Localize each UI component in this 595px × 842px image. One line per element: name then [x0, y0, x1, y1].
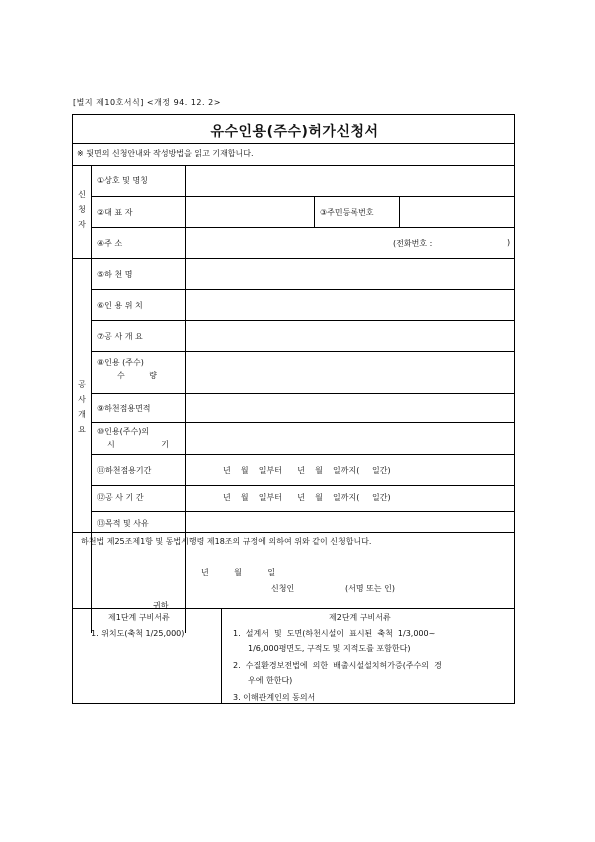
resident-id-field[interactable]: [400, 197, 514, 227]
intake-timing-field[interactable]: [186, 423, 514, 454]
divider: [91, 485, 514, 486]
stage2-doc-item-3: 3. 이해관계인의 동의서: [233, 693, 316, 702]
intake-location-field[interactable]: [186, 290, 514, 320]
declaration-statement: 하천법 제25조제1항 및 동법시행령 제18조의 규정에 의하여 위와 같이 신청합니다.: [81, 537, 372, 546]
stage2-doc-item-1: 1. 설계서 및 도면(하천시설이 표시된 축척 1/3,000~: [233, 629, 436, 638]
representative-label: ②대 표 자: [97, 208, 133, 217]
business-name-label: ①상호 및 명칭: [97, 176, 148, 185]
recipient-label: 귀하: [153, 601, 169, 610]
work-summary-label: ⑦공 사 개 요: [97, 332, 143, 341]
address-label: ④주 소: [97, 239, 123, 248]
applicant-section-label: 신 청 자: [78, 190, 86, 229]
representative-field[interactable]: [186, 197, 314, 227]
stage1-doc-item: 1. 위치도(축척 1/25,000): [91, 629, 185, 638]
phone-close: ): [507, 238, 511, 247]
work-period-label: ⑫공 사 기 간: [97, 493, 144, 502]
occupied-area-field[interactable]: [186, 394, 514, 422]
stage2-doc-item-2-cont: 우에 한한다): [248, 676, 293, 685]
work-section-label: 공 사 개 요: [78, 380, 86, 434]
river-name-label: ⑤하 천 명: [97, 270, 133, 279]
application-form: [72, 114, 515, 704]
divider: [91, 165, 92, 633]
stage2-doc-item-1-cont: 1/6,000평면도, 구적도 및 지적도를 포함한다): [248, 644, 411, 653]
divider: [73, 608, 514, 609]
applicant-signature[interactable]: 신청인 (서명 또는 인): [271, 584, 396, 593]
instruction-note: ※ 뒷면의 신청안내와 작성방법을 읽고 기재합니다.: [77, 149, 254, 158]
phone-label: (전화번호 :: [393, 239, 433, 248]
business-name-field[interactable]: [186, 166, 514, 196]
purpose-label: ⑬목적 및 사유: [97, 519, 149, 528]
purpose-field[interactable]: [186, 512, 514, 532]
intake-timing-label: ⑩인용(주수)의 시 기: [97, 427, 169, 449]
work-period-value[interactable]: 년 월 일부터 년 월 일까지( 일간): [223, 493, 391, 502]
form-reference: [별지 제10호서식] <개정 94. 12. 2>: [73, 98, 221, 107]
divider: [221, 608, 222, 703]
address-field[interactable]: [186, 228, 514, 258]
work-summary-field[interactable]: [186, 321, 514, 351]
stage1-docs-title: 제1단계 구비서류: [108, 613, 170, 622]
divider: [314, 196, 315, 227]
form-title: 유수인용(주수)허가신청서: [210, 124, 379, 140]
application-date[interactable]: 년 월 일: [201, 568, 276, 577]
occupied-area-label: ⑨하천점용면적: [97, 404, 151, 413]
resident-id-label: ③주민등록번호: [320, 208, 374, 217]
divider: [91, 454, 514, 455]
river-name-field[interactable]: [186, 259, 514, 289]
occupy-period-value[interactable]: 년 월 일부터 년 월 일까지( 일간): [223, 466, 391, 475]
divider: [73, 143, 514, 144]
intake-amount-label: ⑧인용 (주수) 수 량: [97, 358, 157, 380]
stage2-docs-title: 제2단계 구비서류: [329, 613, 391, 622]
stage2-doc-item-2: 2. 수질환경보전법에 의한 배출시설설치허가증(주수의 경: [233, 661, 442, 670]
intake-location-label: ⑥인 용 위 치: [97, 301, 143, 310]
divider: [73, 532, 514, 533]
occupy-period-label: ⑪하천점용기간: [97, 466, 152, 475]
intake-amount-field[interactable]: [186, 352, 514, 393]
